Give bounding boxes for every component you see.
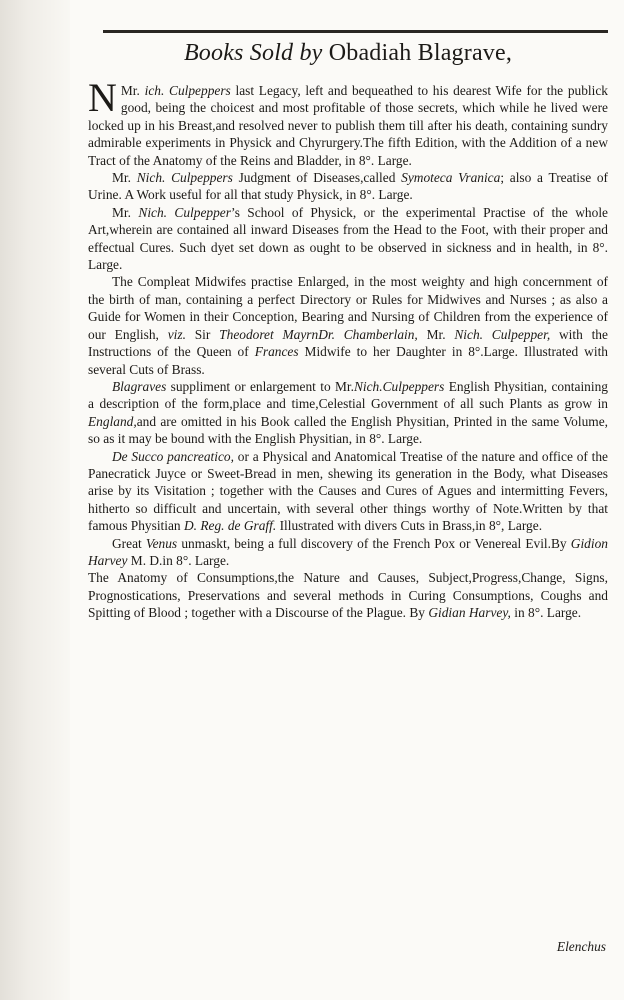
entry-text: with the Instructions of the Queen of bbox=[88, 326, 608, 360]
entry-great-venus bbox=[88, 535, 608, 570]
author-name: Nich. Culpepper, bbox=[454, 326, 551, 342]
author-name: Theodoret Mayrn bbox=[219, 326, 319, 342]
entry-anatomy-consumptions bbox=[88, 569, 608, 621]
entry-blagrave-suppliment bbox=[88, 378, 608, 448]
title-publisher: Obadiah Blagrave, bbox=[328, 40, 513, 66]
entry-text: suppliment or enlargement to Mr. bbox=[170, 378, 354, 394]
entry-culpepper-legacy bbox=[88, 75, 608, 169]
entry-text: ; also a Treatise of Urine. A Work useful for all that study Physick, in 8°. Large. bbox=[88, 170, 609, 203]
entry-text: unmaskt, being a full discovery of the French Pox or Venereal Evil.By bbox=[181, 535, 567, 551]
entry-text: and are omitted in his Book called the English Physitian, Printed in the same Volume, so as it may be bound with the English Physitian, in 8°. Large. bbox=[88, 413, 608, 447]
entry-text: The Compleat Midwifes practise Enlarged, in the most weighty and high concernment of the birth of man, containing a perfect Directory or Rules for Midwives and Nurses ; as also a Guide for Women in their Conception, Bearing and Nursing of Children from the experience of our English, bbox=[88, 274, 608, 342]
author-name: Gidian Harvey, bbox=[428, 605, 511, 621]
page-title bbox=[88, 36, 608, 70]
author-name: Blagraves bbox=[112, 378, 167, 394]
entry-de-succo bbox=[88, 448, 608, 535]
entry-lead: Mr. bbox=[112, 170, 131, 186]
entry-text: in 8°. Large. bbox=[514, 605, 582, 621]
book-title: De Succo pancreatico, bbox=[112, 448, 234, 464]
entry-lead: Mr. bbox=[120, 83, 140, 98]
place-name: England, bbox=[88, 413, 137, 429]
entry-text: Mr. bbox=[426, 326, 446, 342]
entry-compleat-midwife bbox=[88, 273, 608, 377]
entry-text: M. D.in 8°. Large. bbox=[130, 552, 230, 568]
entry-lead: Mr. bbox=[112, 204, 131, 220]
catchword: Elenchus bbox=[556, 939, 606, 954]
entry-text: Great bbox=[112, 535, 142, 551]
place-name: Frances bbox=[254, 344, 299, 360]
entry-text: ’s School of Physick, or the experimental Practise of the whole Art,wherein are contained all inward Diseases from the Head to the Foot, with their proper and effectual Cures. Such dyet set down as ought to be observed in sickness and in health, in 8°. Large. bbox=[88, 204, 608, 273]
entry-text: The Anatomy of Consumptions,the Nature and Causes, Subject,Progress,Change, Signs, Prognostications, Preservations and several methods in Curing Consumptions, Coughs and Spitting of Blood ; together with a Discourse of the Plague. By bbox=[88, 570, 608, 621]
entry-culpepper-school bbox=[88, 204, 608, 274]
author-name: Gidion Harvey bbox=[88, 535, 608, 568]
entry-text: English Physitian, containing a description of the form,place and time,Celestial Government of all such Plants as grow in bbox=[88, 378, 608, 412]
entry-culpepper-judgment bbox=[88, 169, 608, 204]
entry-text: Illustrated with divers Cuts in Brass,in 8°, Large. bbox=[279, 518, 543, 534]
page-gutter-shadow bbox=[0, 0, 70, 1000]
drop-cap: N bbox=[88, 75, 117, 120]
header-rule bbox=[103, 30, 608, 33]
author-name: Nich. Culpeppers bbox=[136, 170, 233, 186]
entry-text: last Legacy, left and bequeathed to his dearest Wife for the publick good, being the choicest and most profitable of those secrets, which while he lived were locked up in his Breast,and resolved never to publish them till after his death, containing sundry admirable experiments in Physick and Chyrurgery.The fifth Edition, with the Addition of a new Tract of the Anatomy of the Reins and Bladder, in 8°. Large. bbox=[88, 83, 608, 168]
viz-abbrev: viz. bbox=[167, 326, 186, 342]
entry-text: Judgment of Diseases,called bbox=[238, 170, 396, 186]
book-title: Symoteca Vranica bbox=[401, 170, 501, 186]
entry-text: or a Physical and Anatomical Treatise of the nature and office of the Panecratick Juyce or Sweet-Bread in men, shewing its generation in the Body, what Diseases arise by its Visitation ; together with the Causes and Cures of Agues and intermitting Fevers, hitherto so difficult and uncertain, with several other things worthy of Note.Written by that famous Physitian bbox=[88, 448, 608, 534]
author-name: Dr. Chamberlain, bbox=[318, 326, 418, 342]
book-title: Venus bbox=[145, 535, 178, 551]
entry-text: Sir bbox=[194, 326, 211, 342]
author-name: Nich.Culpeppers bbox=[353, 378, 445, 394]
author-name: D. Reg. de Graff. bbox=[183, 518, 277, 534]
book-page bbox=[88, 36, 608, 622]
entry-text: Midwife to her Daughter in 8°.Large. Illustrated with several Cuts of Brass. bbox=[88, 344, 608, 377]
author-name: ich. Culpeppers bbox=[144, 83, 231, 98]
title-italic: Books Sold by bbox=[183, 40, 323, 66]
author-name: Nich. Culpepper bbox=[138, 204, 231, 220]
